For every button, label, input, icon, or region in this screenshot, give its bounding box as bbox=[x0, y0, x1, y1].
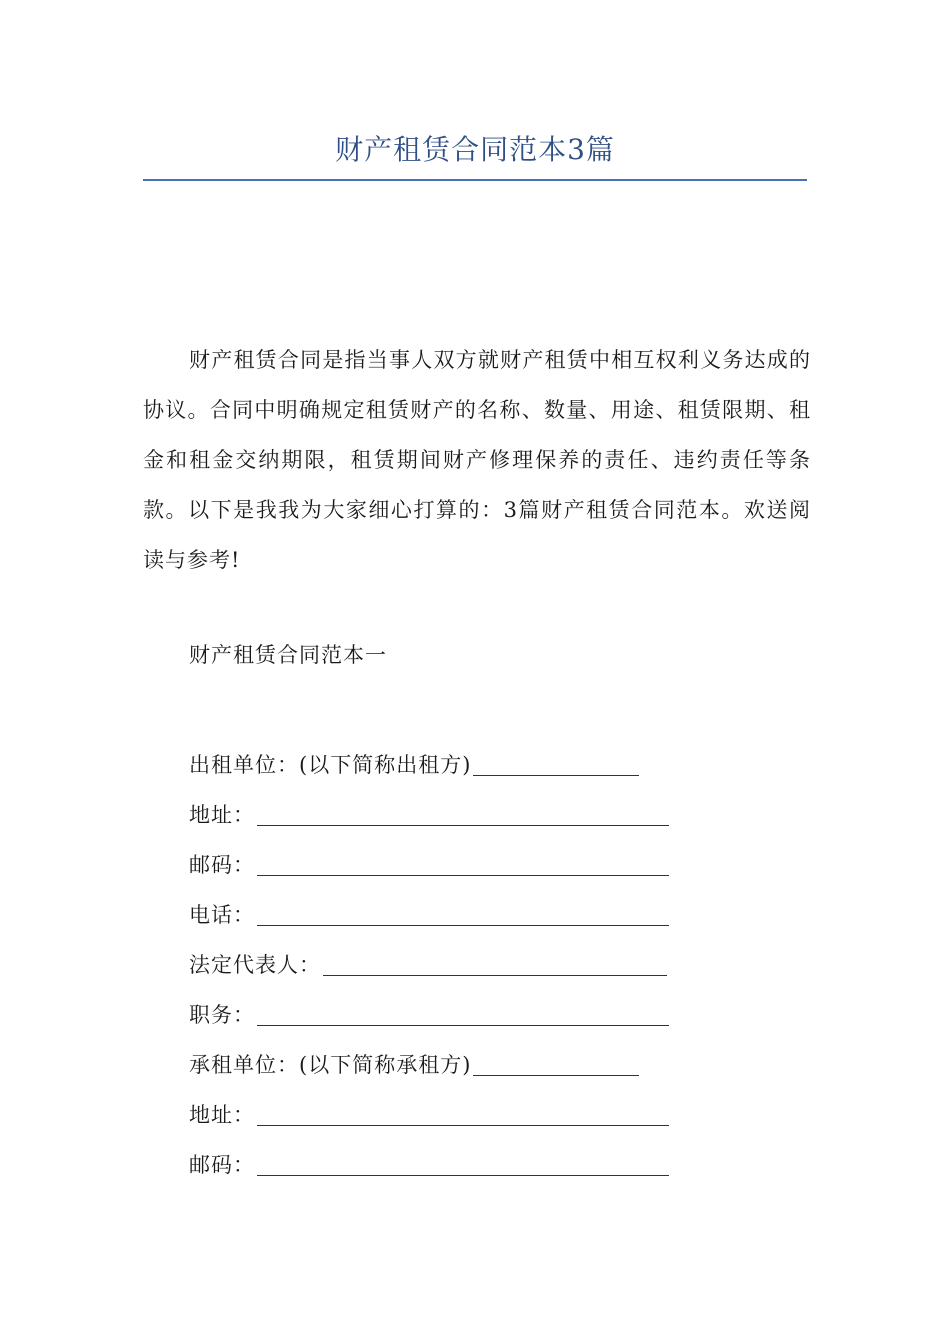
field-row-address-2 bbox=[189, 1085, 689, 1135]
field-label: 邮码： bbox=[189, 1153, 255, 1177]
fill-in-blank[interactable] bbox=[257, 825, 669, 826]
fill-in-blank[interactable] bbox=[257, 875, 669, 876]
intro-paragraph: 财产租赁合同是指当事人双方就财产租赁中相互权利义务达成的协议。合同中明确规定租赁财产的名称、数量、用途、租赁限期、租金和租金交纳期限，租赁期间财产修理保养的责任、违约责任等条款。以下是我我为大家细心打算的：3篇财产租赁合同范本。欢送阅读与参考! bbox=[143, 348, 811, 572]
field-row-lessee-unit bbox=[189, 1035, 689, 1085]
field-row-lessor-unit bbox=[189, 735, 689, 785]
title-underline bbox=[143, 179, 807, 181]
field-label: 职务： bbox=[189, 1003, 255, 1027]
field-label: 地址： bbox=[189, 1103, 255, 1127]
contract-fields bbox=[189, 735, 689, 1185]
field-row-phone bbox=[189, 885, 689, 935]
fill-in-blank[interactable] bbox=[257, 925, 669, 926]
field-label: 法定代表人： bbox=[189, 953, 321, 977]
field-label: 电话： bbox=[189, 903, 255, 927]
fill-in-blank[interactable] bbox=[257, 1125, 669, 1126]
field-row-legal-rep bbox=[189, 935, 689, 985]
fill-in-blank[interactable] bbox=[473, 775, 639, 776]
field-row-postcode bbox=[189, 835, 689, 885]
document-title: 财产租赁合同范本3篇 bbox=[335, 133, 615, 166]
field-label: 邮码： bbox=[189, 853, 255, 877]
field-label: 地址： bbox=[189, 803, 255, 827]
fill-in-blank[interactable] bbox=[257, 1025, 669, 1026]
field-row-position bbox=[189, 985, 689, 1035]
section-heading: 财产租赁合同范本一 bbox=[189, 643, 387, 667]
fill-in-blank[interactable] bbox=[323, 975, 667, 976]
field-label: 出租单位：(以下简称出租方) bbox=[189, 753, 472, 777]
field-row-postcode-2 bbox=[189, 1135, 689, 1185]
fill-in-blank[interactable] bbox=[473, 1075, 639, 1076]
field-row-address bbox=[189, 785, 689, 835]
fill-in-blank[interactable] bbox=[257, 1175, 669, 1176]
field-label: 承租单位：(以下简称承租方) bbox=[189, 1053, 472, 1077]
